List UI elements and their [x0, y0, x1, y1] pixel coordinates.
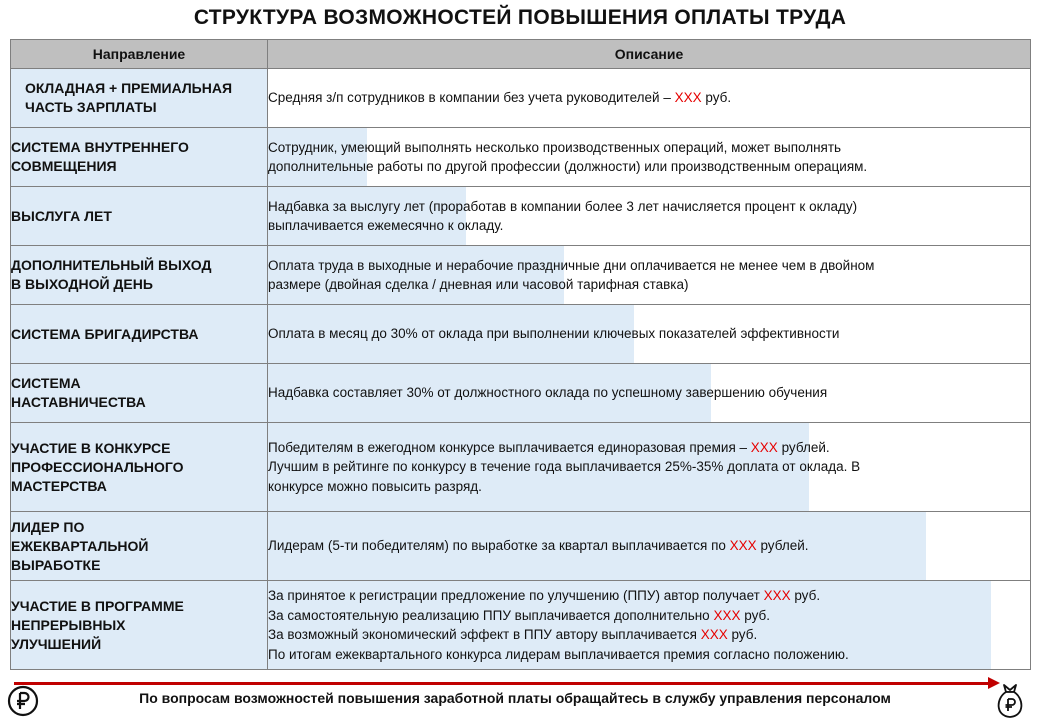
money-bag-icon [990, 680, 1030, 720]
description-line [268, 625, 1030, 645]
page-title: СТРУКТУРА ВОЗМОЖНОСТЕЙ ПОВЫШЕНИЯ ОПЛАТЫ ТРУДА [193, 6, 847, 29]
footer-note: По вопросам возможностей повышения заработной платы обращайтесь в службу управления персоналом [139, 690, 891, 706]
direction-line: УЛУЧШЕНИЙ [11, 635, 102, 652]
table-row [11, 305, 1031, 364]
opportunities-table [10, 39, 1031, 670]
direction-line: МАСТЕРСТВА [11, 477, 107, 494]
amount-placeholder: ХХХ [700, 627, 728, 642]
description-line [268, 438, 1030, 458]
description-cell [268, 187, 1031, 246]
description-line [268, 256, 1030, 276]
direction-cell [11, 364, 268, 423]
direction-line: ДОПОЛНИТЕЛЬНЫЙ ВЫХОД [11, 257, 212, 273]
description-text: Оплата труда в выходные и нерабочие праздничные дни оплачивается не менее чем в двойном [268, 257, 875, 273]
description-text: руб. [727, 627, 758, 642]
direction-line: ЕЖЕКВАРТАЛЬНОЙ [11, 537, 149, 554]
footer-arrow-line [14, 682, 990, 685]
description-text: Сотрудник, умеющий выполнять несколько производственных операций, может выполнять [268, 139, 842, 155]
description-text: Средняя з/п сотрудников в компании без учета руководителей – [268, 90, 675, 106]
direction-line: СИСТЕМА ВНУТРЕННЕГО [11, 139, 189, 155]
table-header-row [11, 40, 1031, 69]
description-line [268, 606, 1030, 626]
amount-placeholder: ХХХ [729, 538, 757, 554]
description-text: руб. [740, 607, 770, 623]
direction-cell [11, 305, 268, 364]
direction-cell [11, 246, 268, 305]
direction-line: ВЫСЛУГА ЛЕТ [11, 207, 112, 224]
direction-cell [11, 581, 268, 670]
amount-placeholder: ХХХ [763, 588, 791, 603]
table-row [11, 69, 1031, 128]
description-text: За самостоятельную реализацию ППУ выплачивается дополнительно [268, 607, 714, 623]
description-text: Победителям в ежегодном конкурсе выплачивается единоразовая премия – [268, 439, 751, 455]
description-cell [268, 246, 1031, 305]
description-text: Оплата в месяц до 30% от оклада при выполнении ключевых показателей эффективности [268, 326, 840, 342]
direction-line: СИСТЕМА БРИГАДИРСТВА [11, 325, 199, 342]
description-line [268, 477, 1030, 497]
table-row [11, 512, 1031, 581]
table-row [11, 364, 1031, 423]
direction-line: НЕПРЕРЫВНЫХ [11, 616, 126, 633]
ruble-coin-icon [6, 684, 40, 718]
description-line [268, 586, 1030, 606]
description-line [268, 536, 1030, 556]
direction-line: УЧАСТИЕ В ПРОГРАММЕ [11, 597, 184, 614]
description-text: выплачивается ежемесячно к окладу. [268, 218, 504, 233]
direction-line: ЧАСТЬ ЗАРПЛАТЫ [25, 99, 157, 115]
table-row [11, 581, 1031, 670]
description-line [268, 197, 1030, 217]
description-text: дополнительные работы по другой профессии (должности) или производственным операциям. [268, 159, 868, 174]
table-row [11, 423, 1031, 512]
description-text: Лучшим в рейтинге по конкурсу в течение года выплачивается 25%-35% доплата от оклада. В [268, 459, 861, 475]
description-text: руб. [701, 90, 732, 106]
description-text: По итогам ежеквартального конкурса лидерам выплачивается премия согласно положению. [268, 646, 849, 662]
direction-line: В ВЫХОДНОЙ ДЕНЬ [11, 276, 153, 292]
direction-line: ЛИДЕР ПО [11, 518, 85, 535]
table-row [11, 128, 1031, 187]
direction-cell [11, 187, 268, 246]
direction-cell [11, 512, 268, 581]
description-text: За возможный экономический эффект в ППУ автору выплачивается [268, 627, 701, 642]
table-row [11, 187, 1031, 246]
description-cell [268, 423, 1031, 512]
amount-placeholder: ХХХ [713, 607, 741, 623]
description-line [268, 324, 1030, 344]
description-line [268, 383, 1030, 403]
description-text: конкурсе можно повысить разряд. [268, 478, 482, 494]
table-row [11, 246, 1031, 305]
direction-cell [11, 128, 268, 187]
description-text: Надбавка составляет 30% от должностного оклада по успешному завершению обучения [268, 385, 828, 401]
description-text: размере (двойная сделка / дневная или часовой тарифная ставка) [268, 277, 689, 292]
description-line [268, 216, 1030, 236]
description-cell [268, 69, 1031, 128]
description-line [268, 138, 1030, 158]
description-line [268, 157, 1030, 177]
description-text: Лидерам (5-ти победителям) по выработке за квартал выплачивается по [268, 538, 730, 554]
description-text: руб. [790, 588, 821, 603]
direction-line: СОВМЕЩЕНИЯ [11, 158, 117, 174]
description-cell [268, 305, 1031, 364]
description-cell [268, 364, 1031, 423]
description-cell [268, 581, 1031, 670]
amount-placeholder: ХХХ [750, 439, 778, 455]
description-line [268, 645, 1030, 665]
direction-line: УЧАСТИЕ В КОНКУРСЕ [11, 439, 171, 456]
direction-line: ОКЛАДНАЯ + ПРЕМИАЛЬНАЯ [25, 80, 233, 96]
direction-line: ПРОФЕССИОНАЛЬНОГО [11, 458, 184, 475]
description-text: рублей. [777, 439, 830, 455]
description-cell [268, 512, 1031, 581]
description-line [268, 275, 1030, 295]
direction-line: ВЫРАБОТКЕ [11, 556, 101, 573]
column-header-direction: Направление [11, 40, 268, 69]
description-cell [268, 128, 1031, 187]
direction-line: СИСТЕМА [11, 375, 81, 391]
direction-cell [11, 423, 268, 512]
description-text: рублей. [756, 538, 809, 554]
column-header-description: Описание [268, 40, 1031, 69]
description-text: Надбавка за выслугу лет (проработав в компании более 3 лет начисляется процент к окладу) [268, 198, 858, 214]
direction-line: НАСТАВНИЧЕСТВА [11, 394, 146, 410]
description-line [268, 457, 1030, 477]
description-line [268, 88, 1030, 108]
description-text: За принятое к регистрации предложение по улучшению (ППУ) автор получает [268, 588, 764, 603]
amount-placeholder: ХХХ [674, 90, 702, 106]
direction-cell [11, 69, 268, 128]
